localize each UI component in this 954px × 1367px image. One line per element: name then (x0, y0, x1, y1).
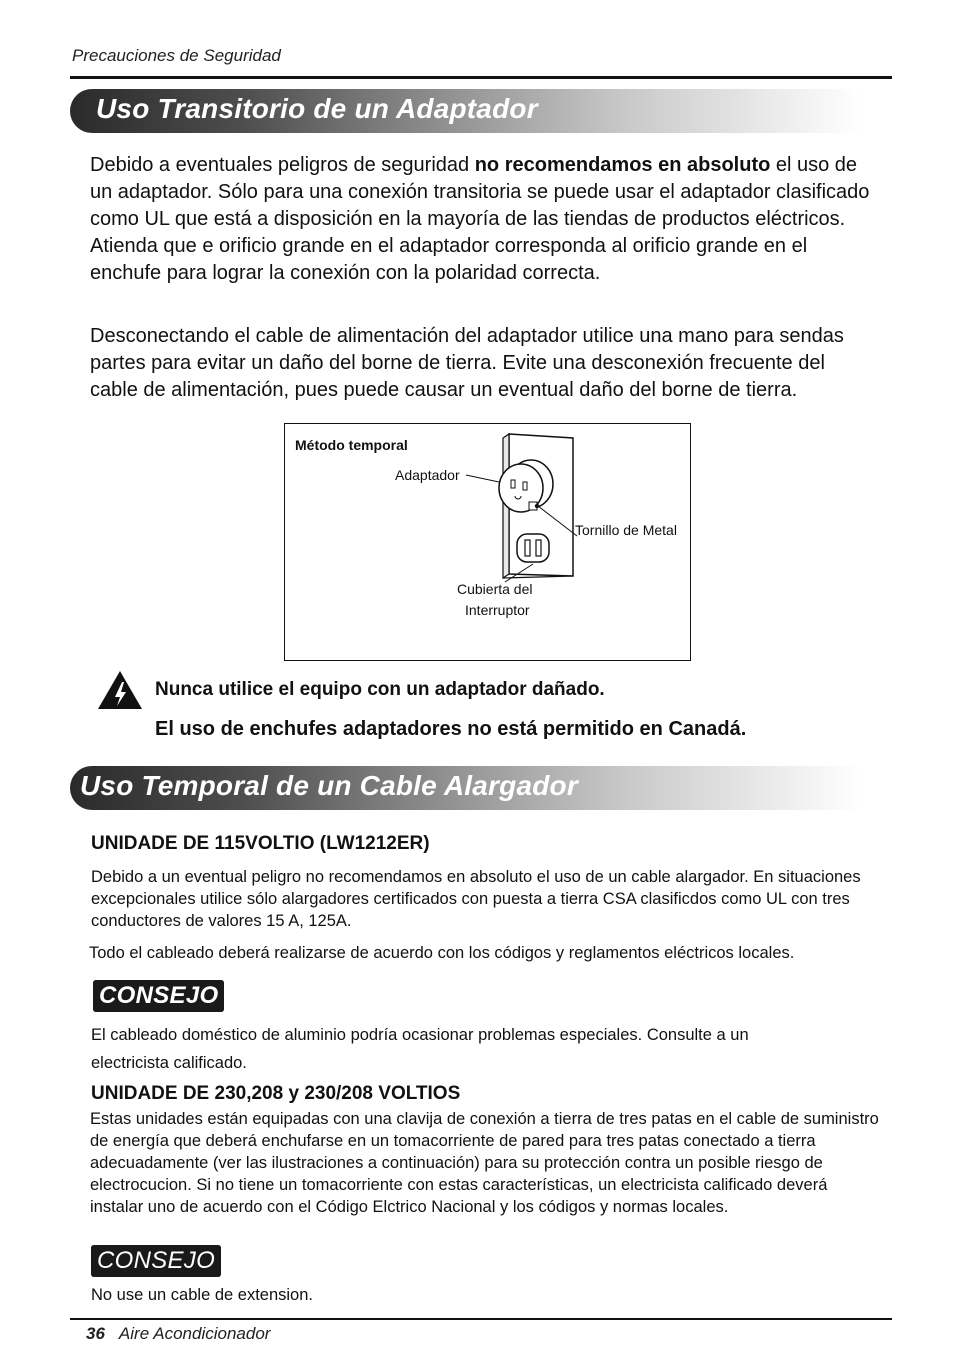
warning-line-1: Nunca utilice el equipo con un adaptador dañado. (155, 679, 605, 700)
emphasis-text: no recomendamos en absoluto (474, 154, 771, 176)
adapter-figure (284, 423, 691, 661)
tip-badge-1: CONSEJO (93, 980, 224, 1012)
running-header: Precauciones de Seguridad (72, 46, 281, 65)
section-banner-adapter (70, 89, 860, 133)
label-cover-line2: Interruptor (465, 602, 530, 618)
tip-text-1: El cableado doméstico de aluminio podría ocasionar problemas especiales. Consulte a un electricista calificado. (91, 1026, 749, 1072)
paragraph-115v-2: Todo el cableado deberá realizarse de acuerdo con los códigos y reglamentos eléctricos locales. (89, 944, 795, 962)
page-footer (86, 1324, 270, 1344)
paragraph-230v: Estas unidades están equipadas con una clavija de conexión a tierra de tres patas en el cable de suministro de energía que deberá enchufarse en un tomacorriente de pared para tres patas conectado a tierra adecuadamente (ver las ilustraciones a continuación) para su protección contra un posible riesgo de electrocucion. Si no tiene un tomacorriente con estas características, un electricista calificado deverá instalar uno de acuerdo con el Código Elctrico Nacional y los códigos y normas locales. (90, 1110, 879, 1216)
header-rule (70, 76, 892, 79)
figure-title: Método temporal (295, 437, 408, 453)
paragraph-adapter-2: Desconectando el cable de alimentación del adaptador utilice una mano para sendas partes para evitar un daño del borne de tierra. Evite una desconexión frecuente del cable de alimentación, pues puede causar un eventual daño del borne de tierra. (90, 325, 844, 401)
subheading-230v: UNIDADE DE 230,208 y 230/208 VOLTIOS (91, 1083, 461, 1104)
label-cover-line1: Cubierta del (457, 581, 533, 597)
label-adapter: Adaptador (395, 467, 460, 483)
warning-triangle-icon (97, 670, 143, 710)
subheading-115v: UNIDADE DE 115VOLTIO (LW1212ER) (91, 833, 430, 854)
paragraph-adapter-1 (90, 152, 870, 287)
warning-line-2: El uso de enchufes adaptadores no está permitido en Canadá. (155, 718, 747, 740)
section-title: Uso Temporal de un Cable Alargador (80, 770, 578, 801)
tip-text-2: No use un cable de extension. (91, 1286, 313, 1304)
outlet-adapter-illustration (285, 424, 690, 660)
text-run: Debido a eventuales peligros de seguridad (90, 154, 475, 176)
tip-badge-2: CONSEJO (91, 1245, 221, 1277)
text-run: el uso de un adaptador. Sólo para una conexión transitoria se puede usar el adaptador clasificado como UL que está a disposición en la mayoría de las tiendas de productos eléctricos. Atienda que e orificio grande en el adaptador corresponda al orificio grande en el enchufe para lograr la conexión con la polaridad correcta. (90, 154, 870, 284)
label-metal-screw: Tornillo de Metal (575, 522, 677, 538)
footer-title: Aire Acondicionador (118, 1324, 271, 1343)
footer-rule (70, 1318, 892, 1320)
section-banner-extension (70, 766, 860, 810)
section-title: Uso Transitorio de un Adaptador (96, 93, 538, 124)
page-number: 36 (86, 1324, 105, 1343)
paragraph-115v-1: Debido a un eventual peligro no recomendamos en absoluto el uso de un cable alargador. En situaciones excepcionales utilice sólo alargadores certificados con puesta a tierra CSA clasificdos como UL con tres conductores de valores 15 A, 125A. (91, 868, 861, 930)
